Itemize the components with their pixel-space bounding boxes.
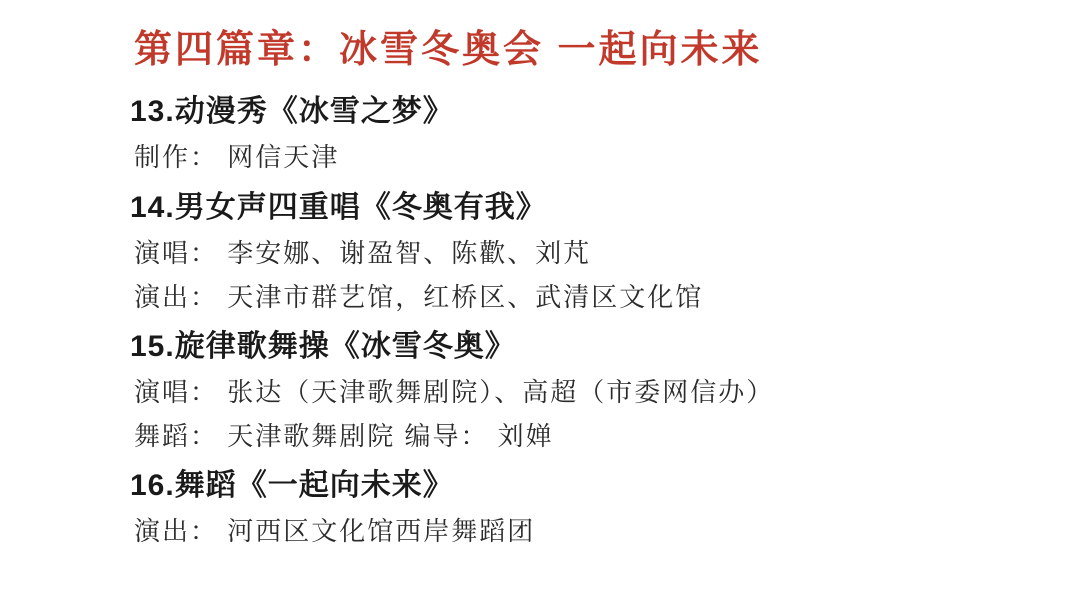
program-title: 13.动漫秀《冰雪之梦》 [130, 95, 454, 129]
program-entry-14 [130, 185, 1020, 318]
program-entry-13 [130, 89, 1020, 178]
program-credit-line: 演唱： 李安娜、谢盈智、陈歡、刘芃 [134, 237, 592, 268]
program-credit-line: 演出： 天津市群艺馆，红桥区、武清区文化馆 [134, 281, 704, 312]
section-title: 第四篇章：冰雪冬奥会 一起向未来 [134, 29, 763, 71]
program-credit-line: 制作： 网信天津 [134, 142, 340, 173]
program-credit-line: 演出： 河西区文化馆西岸舞蹈团 [134, 515, 536, 546]
program-credit-line: 演唱： 张达（天津歌舞剧院）、高超（市委网信办） [134, 376, 775, 407]
program-entry-15 [130, 324, 1020, 457]
program-entry-16 [130, 463, 1020, 552]
program-title: 14.男女声四重唱《冬奥有我》 [130, 190, 547, 224]
program-credit-line: 舞蹈： 天津歌舞剧院 编导： 刘婵 [134, 420, 554, 451]
program-title: 15.旋律歌舞操《冰雪冬奥》 [130, 329, 516, 363]
program-title: 16.舞蹈《一起向未来》 [130, 468, 454, 502]
